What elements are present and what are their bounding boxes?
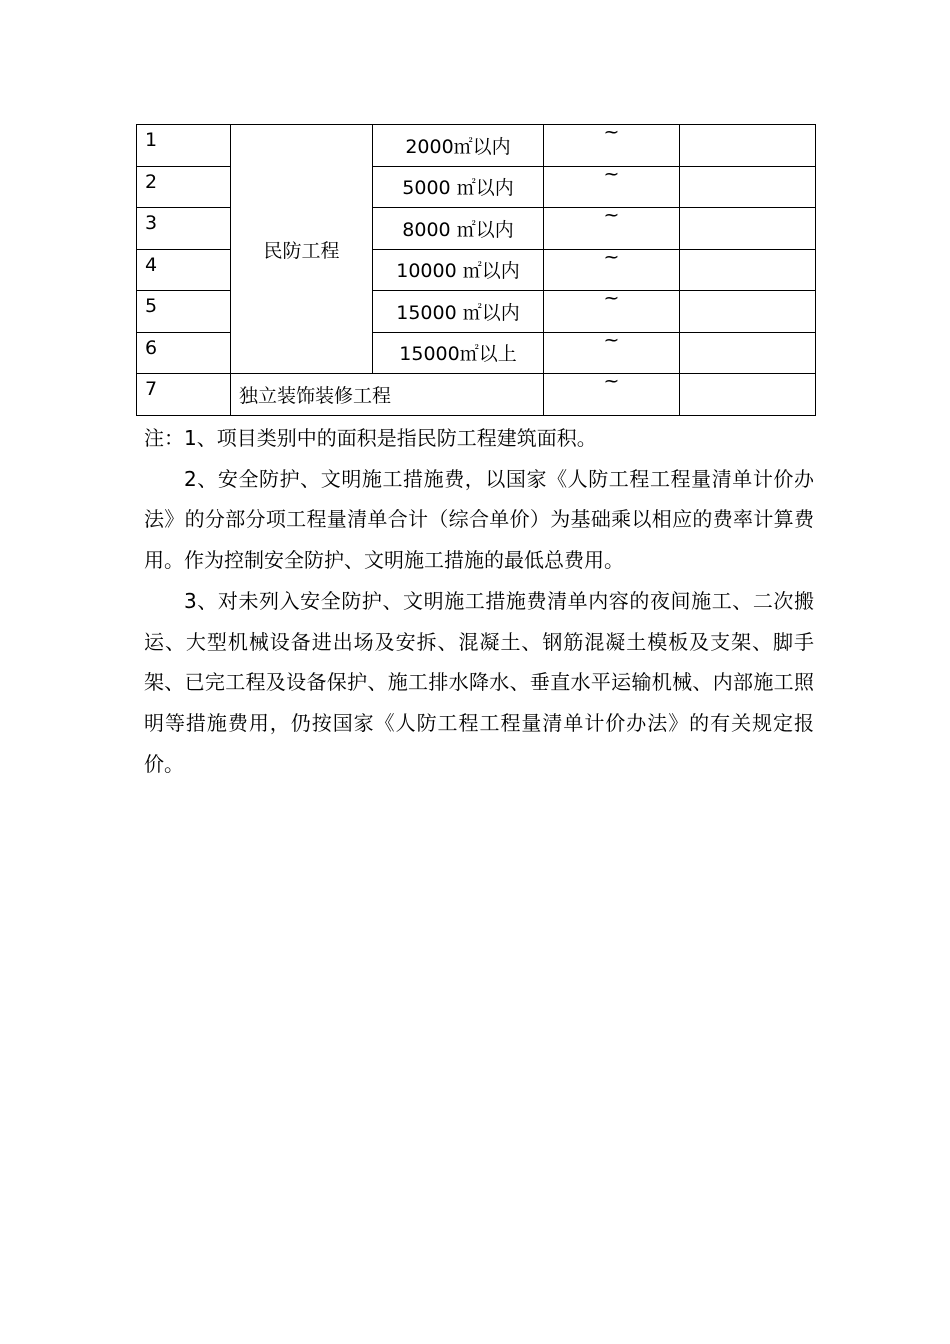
row-number: 6 bbox=[137, 332, 231, 374]
rate-cell: ~ bbox=[544, 249, 680, 291]
value-cell bbox=[680, 374, 816, 416]
rate-cell: ~ bbox=[544, 166, 680, 208]
rate-cell: ~ bbox=[544, 125, 680, 167]
value-cell bbox=[680, 249, 816, 291]
rate-cell: ~ bbox=[544, 291, 680, 333]
rate-cell: ~ bbox=[544, 374, 680, 416]
row-number: 1 bbox=[137, 125, 231, 167]
rate-cell: ~ bbox=[544, 332, 680, 374]
row-number: 2 bbox=[137, 166, 231, 208]
notes-section bbox=[144, 418, 814, 784]
value-cell bbox=[680, 332, 816, 374]
value-cell bbox=[680, 208, 816, 250]
table-row bbox=[137, 374, 816, 416]
note-1: 注：1、项目类别中的面积是指民防工程建筑面积。 bbox=[144, 426, 597, 450]
table-row bbox=[137, 125, 816, 167]
area-cell: 8000 ㎡以内 bbox=[373, 208, 544, 250]
value-cell bbox=[680, 291, 816, 333]
category-cell: 独立装饰装修工程 bbox=[231, 374, 544, 416]
area-cell: 15000㎡以上 bbox=[373, 332, 544, 374]
rate-cell: ~ bbox=[544, 208, 680, 250]
row-number: 4 bbox=[137, 249, 231, 291]
row-number: 5 bbox=[137, 291, 231, 333]
fee-rate-table bbox=[136, 121, 816, 416]
value-cell bbox=[680, 125, 816, 167]
area-cell: 15000 ㎡以内 bbox=[373, 291, 544, 333]
area-cell: 2000㎡以内 bbox=[373, 125, 544, 167]
note-3: 3、对未列入安全防护、文明施工措施费清单内容的夜间施工、二次搬运、大型机械设备进出场及安拆、混凝土、钢筋混凝土模板及支架、脚手架、已完工程及设备保护、施工排水降水、垂直水平运输机械、内部施工照明等措施费用，仍按国家《人防工程工程量清单计价办法》的有关规定报价。 bbox=[144, 588, 814, 776]
row-number: 7 bbox=[137, 374, 231, 416]
area-cell: 10000 ㎡以内 bbox=[373, 249, 544, 291]
row-number: 3 bbox=[137, 208, 231, 250]
area-cell: 5000 ㎡以内 bbox=[373, 166, 544, 208]
value-cell bbox=[680, 166, 816, 208]
note-2: 2、安全防护、文明施工措施费，以国家《人防工程工程量清单计价办法》的分部分项工程量清单合计（综合单价）为基础乘以相应的费率计算费用。作为控制安全防护、文明施工措施的最低总费用。 bbox=[144, 466, 814, 573]
category-cell: 民防工程 bbox=[231, 125, 373, 374]
